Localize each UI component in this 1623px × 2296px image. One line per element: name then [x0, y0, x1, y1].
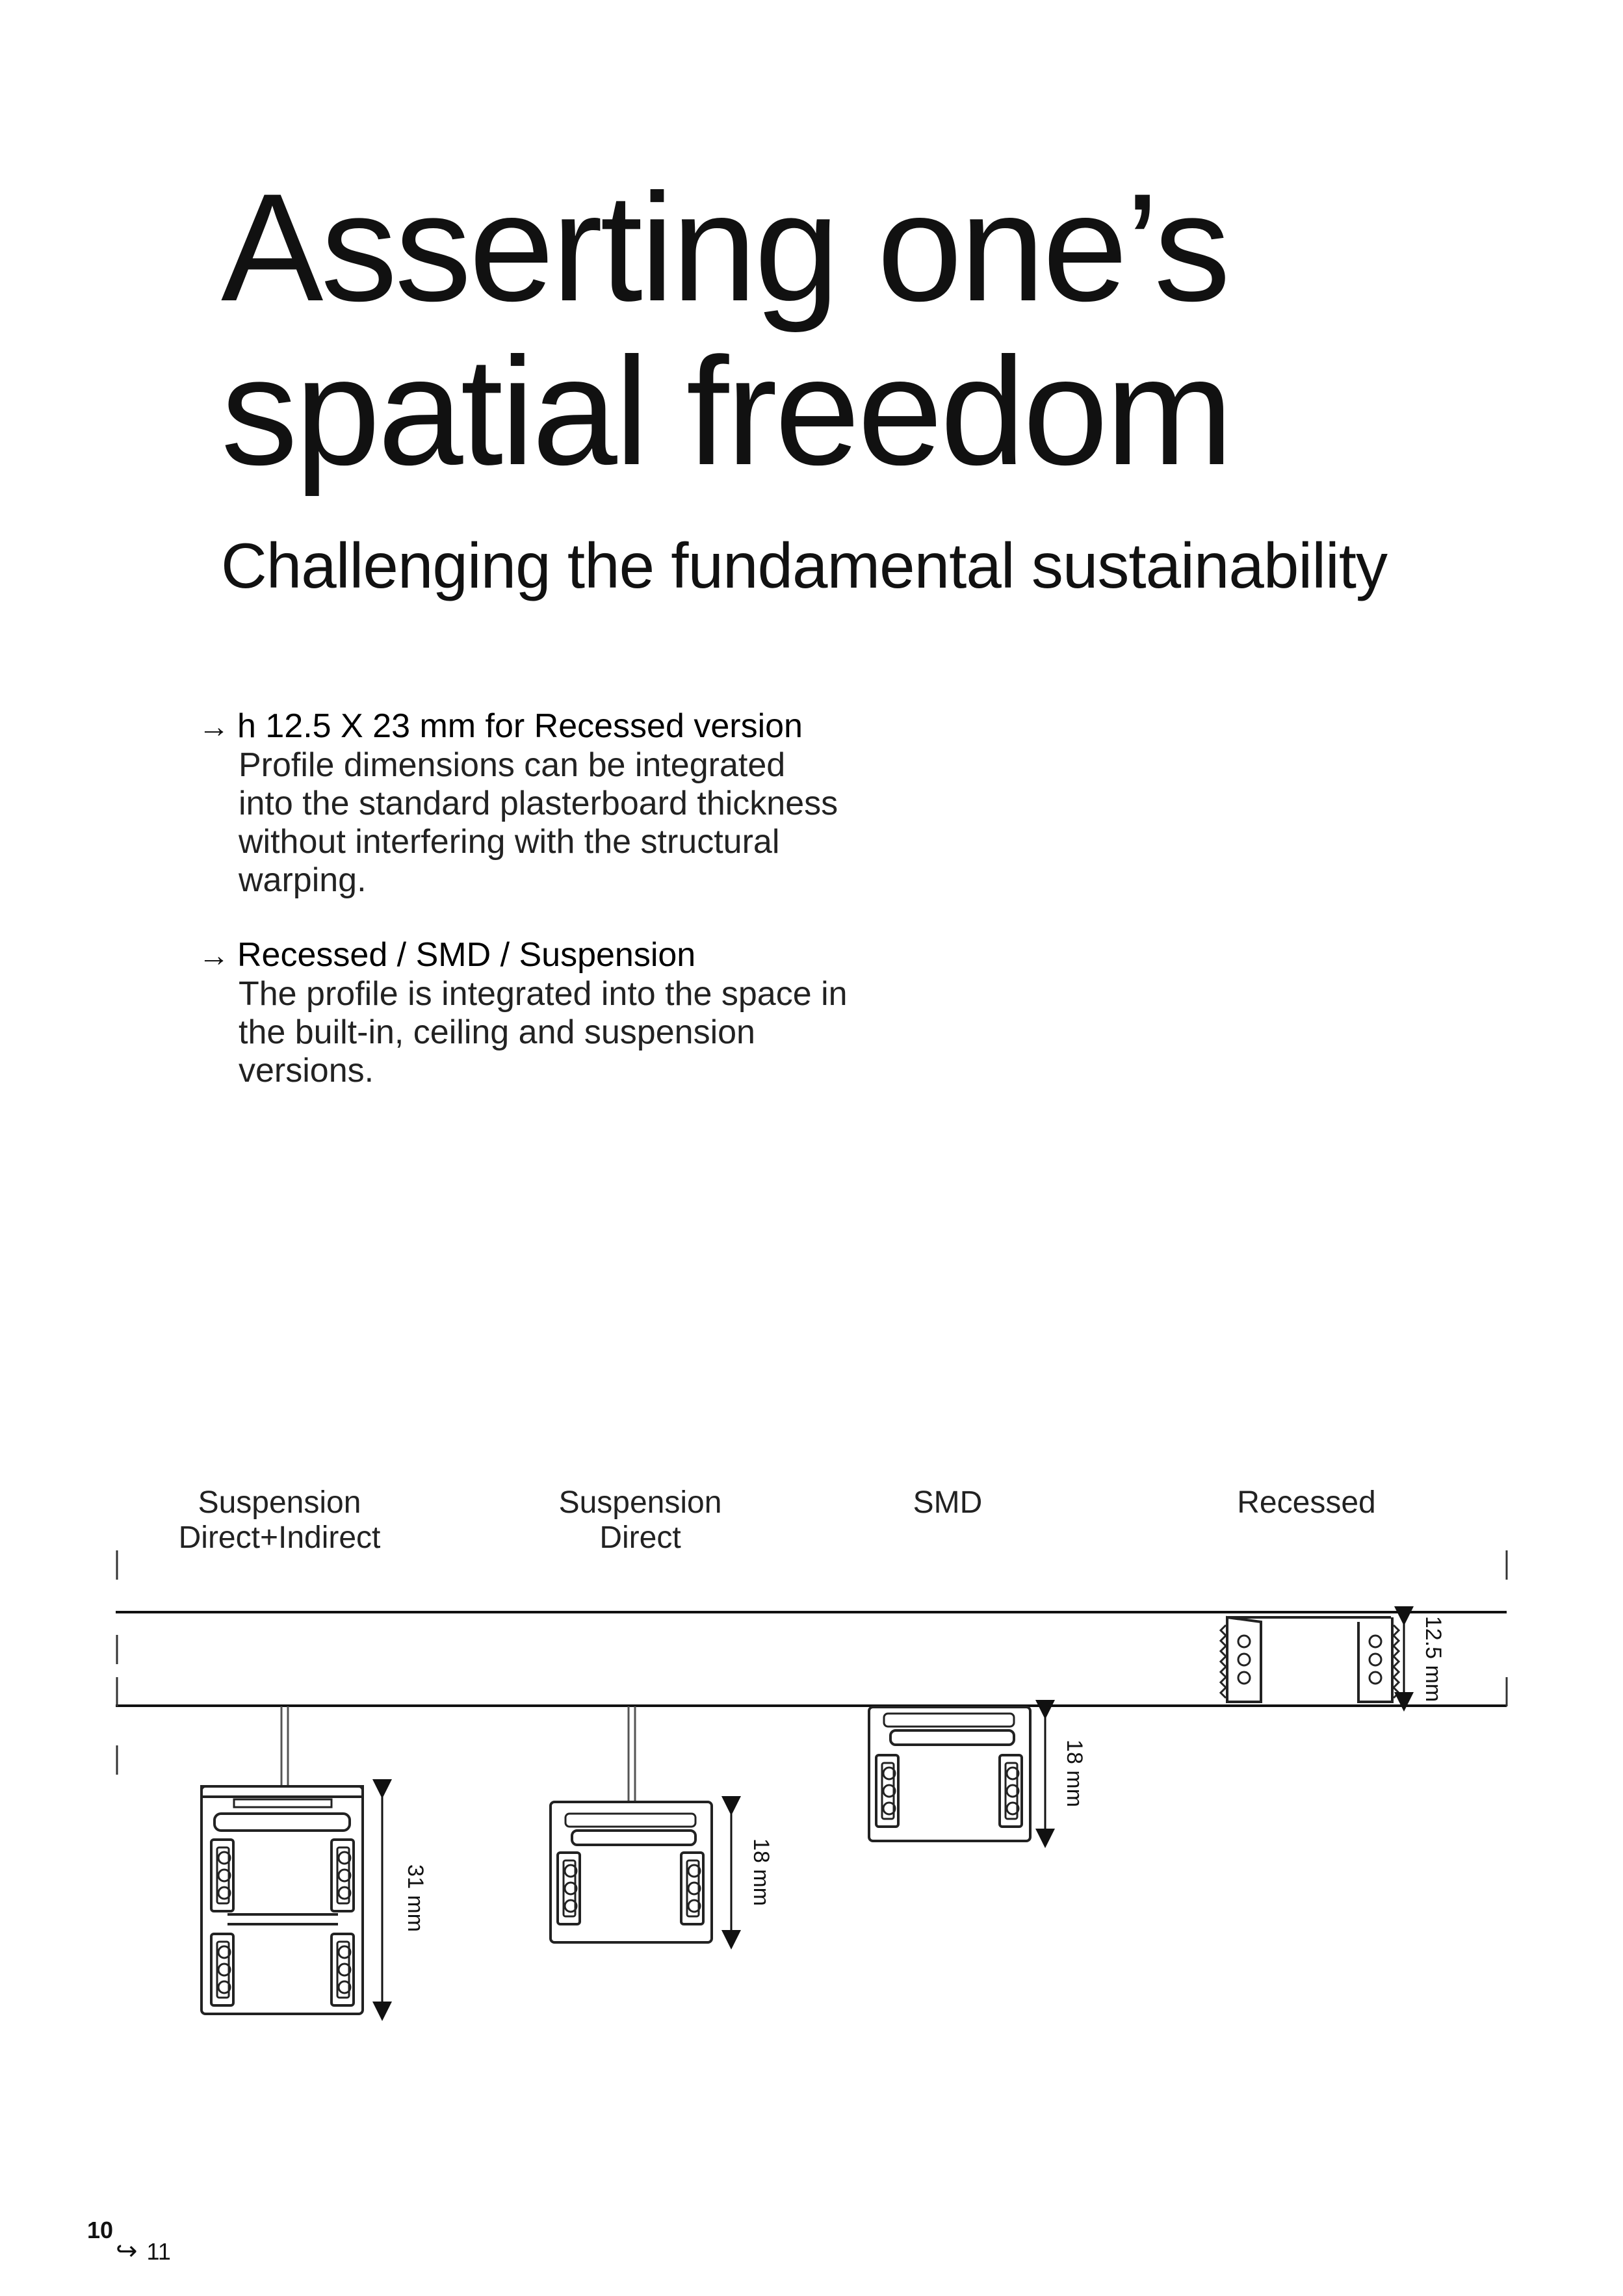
page-number-next[interactable] [116, 2236, 171, 2266]
dimension-label: 18 mm [1062, 1740, 1087, 1807]
profile-suspension-direct-indirect [201, 1706, 428, 2014]
hook-arrow-icon: ↪ [116, 2237, 138, 2265]
dimension-label: 31 mm [403, 1864, 428, 1932]
label-suspension-direct: Suspension Direct [558, 1485, 722, 1555]
bullet-heading: Recessed / SMD / Suspension [237, 936, 696, 974]
title-line-2: spatial freedom [221, 326, 1231, 497]
arrow-right-icon: → [198, 710, 229, 744]
dimension-label: 18 mm [749, 1838, 773, 1906]
bullet-body: Profile dimensions can be integrated into the standard plasterboard thickness without interfering with the structural warping. [239, 746, 838, 899]
page-number-current: 10 [87, 2217, 114, 2243]
label-smd: SMD [913, 1485, 983, 1520]
label-recessed: Recessed [1237, 1485, 1376, 1520]
profile-smd [869, 1707, 1087, 1841]
edge-ticks [117, 1550, 1507, 1775]
arrow-right-icon: → [198, 939, 229, 973]
title-line-1: Asserting one’s [221, 162, 1228, 333]
page-number-next-label: 11 [146, 2238, 171, 2265]
bullet-body: The profile is integrated into the space in the built-in, ceiling and suspension versions. [239, 975, 848, 1089]
profile-recessed [1221, 1616, 1446, 1702]
dimension-label: 12.5 mm [1421, 1615, 1446, 1702]
bullet-heading: h 12.5 X 23 mm for Recessed version [237, 707, 803, 745]
label-suspension-direct-indirect: Suspension Direct+Indirect [178, 1485, 381, 1555]
page-subtitle: Challenging the fundamental sustainability [221, 530, 1387, 601]
profile-suspension-direct [551, 1706, 773, 1942]
